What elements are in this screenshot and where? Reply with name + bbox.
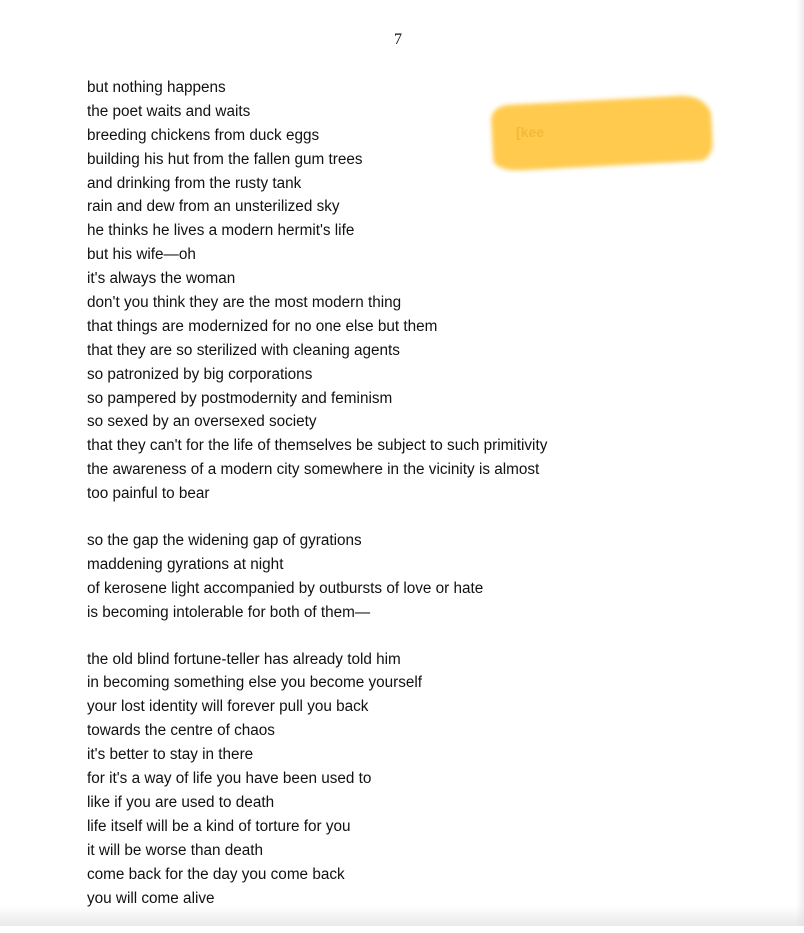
poem-line: the awareness of a modern city somewhere in the vicinity is almost	[87, 461, 540, 479]
poem-line: of kerosene light accompanied by outbursts of love or hate	[87, 579, 484, 597]
poem-line: and drinking from the rusty tank	[87, 174, 302, 192]
page-edge-shadow	[796, 0, 804, 926]
highlight-annotation-text: [kee	[516, 124, 545, 140]
stanza	[87, 648, 727, 911]
page-number: 7	[394, 31, 402, 48]
poem-line: maddening gyrations at night	[87, 555, 284, 573]
poem-line: so patronized by big corporations	[87, 365, 313, 383]
poem-line: for it's a way of life you have been used to	[87, 770, 372, 788]
poem-line: but nothing happens	[87, 79, 226, 96]
poem-line: that things are modernized for no one else but them	[87, 317, 438, 335]
poem-line: your lost identity will forever pull you back	[87, 698, 369, 716]
poem-line: towards the centre of chaos	[87, 722, 275, 740]
poem-line: it's always the woman	[87, 270, 236, 288]
poem-line: the old blind fortune-teller has already told him	[87, 650, 401, 668]
poem-line: is becoming intolerable for both of them—	[87, 603, 371, 621]
poem-line: life itself will be a kind of torture for you	[87, 817, 351, 835]
poem-line: so pampered by postmodernity and feminism	[87, 389, 393, 407]
poem-line: too painful to bear	[87, 485, 210, 503]
stanza	[87, 76, 727, 506]
poem-line: so sexed by an oversexed society	[87, 413, 317, 431]
poem-line: rain and dew from an unsterilized sky	[87, 198, 340, 216]
poem-line: that they are so sterilized with cleaning agents	[87, 341, 400, 359]
stanza	[87, 529, 727, 625]
poem-line: like if you are used to death	[87, 793, 275, 811]
poem-line: so the gap the widening gap of gyrations	[87, 532, 362, 550]
poem-line: come back for the day you come back	[87, 865, 345, 883]
poem-line: that they can't for the life of themselves be subject to such primitivity	[87, 437, 548, 455]
poem-line: don't you think they are the most modern thing	[87, 294, 402, 312]
poem-line: you will come alive	[87, 889, 215, 907]
poem-body	[87, 76, 727, 933]
page-bottom-shadow	[0, 906, 804, 926]
poem-line: but his wife—oh	[87, 246, 196, 264]
poem-line: breeding chickens from duck eggs	[87, 126, 320, 144]
poem-line: building his hut from the fallen gum trees	[87, 150, 363, 168]
poem-line: it will be worse than death	[87, 841, 264, 859]
poem-line: the poet waits and waits	[87, 102, 251, 120]
poem-line: he thinks he lives a modern hermit's life	[87, 222, 355, 240]
poem-line: in becoming something else you become yourself	[87, 674, 423, 692]
poem-line: it's better to stay in there	[87, 746, 254, 764]
